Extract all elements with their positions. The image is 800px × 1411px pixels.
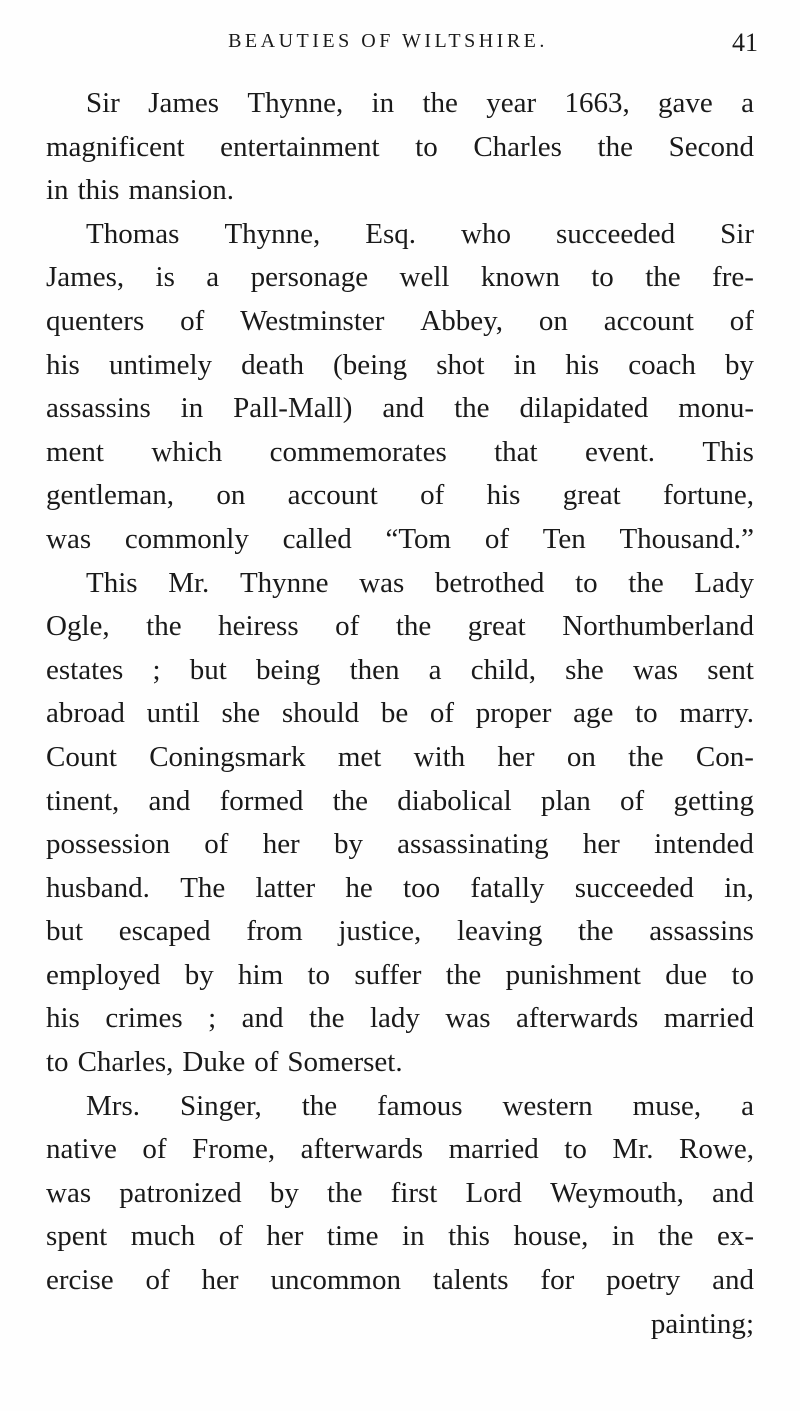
text-line: employed by him to suffer the punishment due to xyxy=(46,958,754,991)
text-line: spent much of her time in this house, in the ex- xyxy=(46,1220,754,1253)
text-line: but escaped from justice, leaving the assassins xyxy=(46,915,754,948)
text-line: possession of her by assassinating her intended xyxy=(46,828,754,861)
text-line: ercise of her uncommon talents for poetry and xyxy=(46,1264,754,1297)
page-number: 41 xyxy=(732,28,758,57)
text-line: in this mansion. xyxy=(46,174,234,207)
text-line: Ogle, the heiress of the great Northumberland xyxy=(46,610,754,643)
running-title: BEAUTIES OF WILTSHIRE. xyxy=(228,30,548,52)
text-line: Mrs. Singer, the famous western muse, a xyxy=(86,1089,754,1122)
text-line: tinent, and formed the diabolical plan of getting xyxy=(46,784,754,817)
body-text xyxy=(46,82,754,1346)
text-line: native of Frome, afterwards married to Mr. Rowe, xyxy=(46,1133,754,1166)
text-line: quenters of Westminster Abbey, on account of xyxy=(46,304,754,337)
running-head xyxy=(48,28,758,58)
text-line: Thomas Thynne, Esq. who succeeded Sir xyxy=(86,217,754,250)
text-line: assassins in Pall-Mall) and the dilapidated monu- xyxy=(46,392,754,425)
text-line: magnificent entertainment to Charles the Second xyxy=(46,130,754,163)
text-line: This Mr. Thynne was betrothed to the Lady xyxy=(86,566,754,599)
text-line: was commonly called “Tom of Ten Thousand.” xyxy=(46,522,754,555)
text-line: Sir James Thynne, in the year 1663, gave a xyxy=(86,87,754,119)
text-line: his crimes ; and the lady was afterwards married xyxy=(46,1002,754,1035)
text-line: abroad until she should be of proper age to marry. xyxy=(46,697,754,730)
text-line: ment which commemorates that event. This xyxy=(46,435,754,468)
text-line: husband. The latter he too fatally succeeded in, xyxy=(46,871,754,904)
text-line: painting ; xyxy=(650,1307,754,1340)
text-line: James, is a personage well known to the fre- xyxy=(46,261,754,294)
text-line: to Charles, Duke of Somerset. xyxy=(46,1046,403,1079)
text-line: gentleman, on account of his great fortune, xyxy=(46,479,754,512)
text-line: Count Coningsmark met with her on the Con- xyxy=(46,740,754,773)
text-line: his untimely death (being shot in his coach by xyxy=(46,348,754,381)
text-line: was patronized by the first Lord Weymouth, and xyxy=(46,1176,754,1209)
text-line: estates ; but being then a child, she was sent xyxy=(46,653,754,686)
